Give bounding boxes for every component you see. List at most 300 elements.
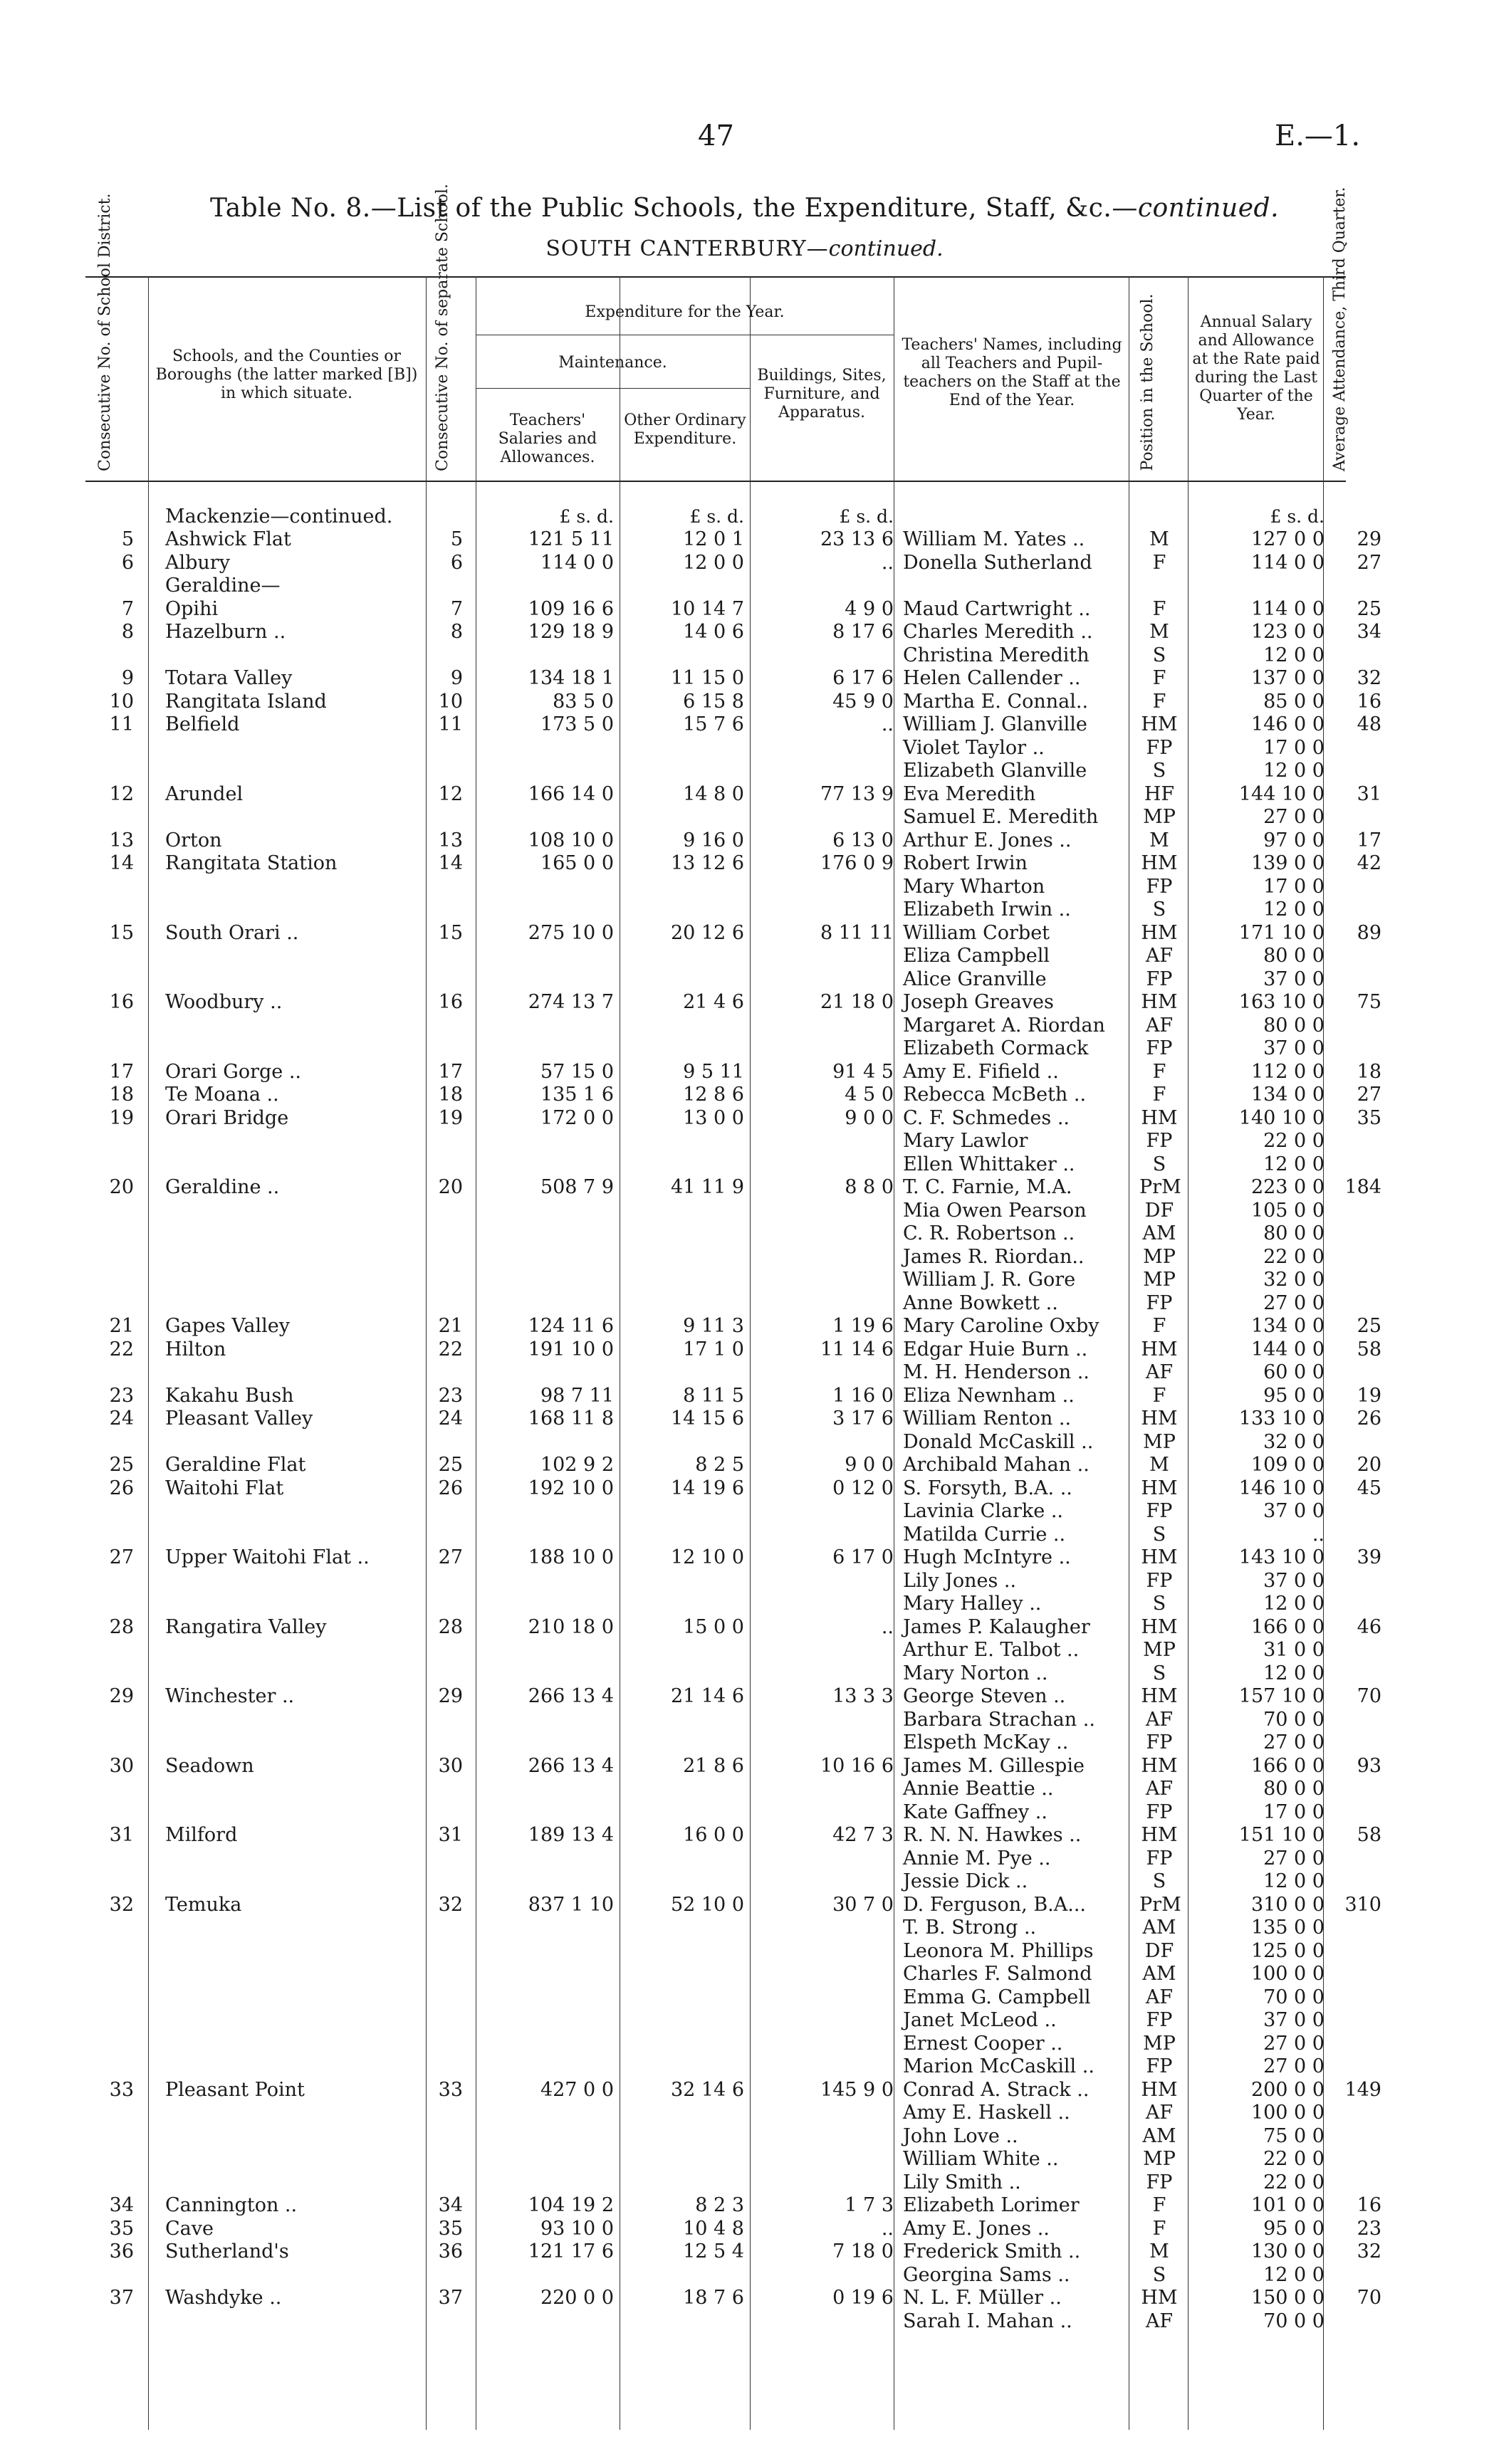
attendance: 27 <box>1357 1084 1381 1106</box>
annual-salary: 123 0 0 <box>1250 621 1325 643</box>
header-buildings: Buildings, Sites, Furniture, and Apparatus. <box>757 367 887 421</box>
teacher-name: Janet McLeod .. <box>903 2009 1057 2031</box>
position: DF <box>1144 1199 1174 1222</box>
table-row <box>0 1222 1489 1245</box>
annual-salary: 95 0 0 <box>1263 1384 1325 1407</box>
table-row <box>0 1685 1489 1708</box>
school-name: Sutherland's <box>165 2240 289 2263</box>
annual-salary: 12 0 0 <box>1263 644 1325 666</box>
teacher-name: Violet Taylor .. <box>903 736 1045 759</box>
teacher-name: Ernest Cooper .. <box>903 2032 1063 2055</box>
table-row <box>0 2287 1489 2310</box>
district-no: 6 <box>121 551 134 574</box>
table-row <box>0 713 1489 736</box>
position: AF <box>1145 1778 1174 1800</box>
district-no: 10 <box>109 690 134 713</box>
annual-salary: 95 0 0 <box>1263 2217 1325 2240</box>
table-row <box>0 806 1489 829</box>
salaries: 275 10 0 <box>528 921 614 944</box>
annual-salary: 27 0 0 <box>1263 1847 1325 1870</box>
teacher-name: Anne Bowkett .. <box>903 1291 1058 1314</box>
buildings: 21 18 0 <box>820 991 894 1013</box>
header-top-rule <box>85 276 1346 278</box>
table-row <box>0 898 1489 921</box>
annual-salary: 31 0 0 <box>1263 1639 1325 1661</box>
other-expenditure: 12 0 1 <box>683 528 744 550</box>
separate-no: 6 <box>450 551 463 574</box>
annual-salary: 27 0 0 <box>1263 806 1325 828</box>
section-title <box>0 236 1489 261</box>
district-no: 30 <box>109 1754 134 1777</box>
teacher-name: D. Ferguson, B.A... <box>903 1893 1087 1916</box>
units-annual: £ s. d. <box>1270 506 1325 527</box>
salaries: 210 18 0 <box>528 1615 614 1638</box>
school-name: Belfield <box>165 713 240 735</box>
school-name: Pleasant Valley <box>165 1407 313 1430</box>
teacher-name: Mary Lawlor <box>903 1130 1028 1152</box>
buildings: 7 18 0 <box>832 2240 894 2263</box>
salaries: 837 1 10 <box>528 1893 614 1916</box>
table-row <box>0 1986 1489 2009</box>
annual-salary: 125 0 0 <box>1250 1939 1325 1962</box>
salaries: 134 18 1 <box>528 667 614 689</box>
table-row <box>0 1015 1489 1037</box>
units-buildings: £ s. d. <box>839 506 894 527</box>
units-salaries: £ s. d. <box>559 506 614 527</box>
school-name: Geraldine— <box>165 575 281 597</box>
attendance: 58 <box>1357 1338 1381 1361</box>
buildings: 6 13 0 <box>832 829 894 851</box>
annual-salary: 151 10 0 <box>1238 1824 1325 1846</box>
other-expenditure: 8 11 5 <box>683 1384 744 1407</box>
salaries: 109 16 6 <box>528 597 614 620</box>
teacher-name: Mary Wharton <box>903 875 1045 898</box>
teacher-name: Ellen Whittaker .. <box>903 1153 1075 1175</box>
teacher-name: Lily Jones .. <box>903 1569 1017 1592</box>
other-expenditure: 32 14 6 <box>670 2078 744 2101</box>
table-row <box>0 1315 1489 1338</box>
position: F <box>1152 690 1166 713</box>
annual-salary: 80 0 0 <box>1263 1222 1325 1244</box>
district-no: 35 <box>109 2217 134 2240</box>
buildings: 8 8 0 <box>845 1176 894 1198</box>
teacher-name: Annie M. Pye .. <box>903 1847 1051 1870</box>
header-schools: Schools, and the Counties or Boroughs (the latter marked [B]) in which situate. <box>155 347 418 402</box>
salaries: 166 14 0 <box>528 782 614 805</box>
table-row <box>0 1176 1489 1199</box>
salaries: 124 11 6 <box>528 1315 614 1337</box>
school-name: Orton <box>165 829 222 851</box>
teacher-name: Maud Cartwright .. <box>903 597 1091 620</box>
table-row <box>0 1778 1489 1800</box>
district-no: 11 <box>109 713 134 735</box>
table-row <box>0 1385 1489 1407</box>
position: F <box>1152 667 1166 689</box>
other-expenditure: 13 0 0 <box>683 1106 744 1129</box>
other-expenditure: 17 1 0 <box>683 1338 744 1361</box>
attendance: 19 <box>1357 1384 1381 1407</box>
annual-salary: 130 0 0 <box>1250 2240 1325 2263</box>
attendance: 184 <box>1344 1176 1381 1198</box>
table-row <box>0 1292 1489 1315</box>
annual-salary: 100 0 0 <box>1250 2102 1325 2124</box>
position: F <box>1152 1315 1166 1337</box>
annual-salary: 70 0 0 <box>1263 2310 1325 2332</box>
separate-no: 30 <box>438 1754 463 1777</box>
attendance: 23 <box>1357 2217 1381 2240</box>
teacher-name: Robert Irwin <box>903 852 1028 874</box>
table-row <box>0 1731 1489 1754</box>
table-row <box>0 691 1489 713</box>
teacher-name: Rebecca McBeth .. <box>903 1084 1087 1106</box>
salaries: 220 0 0 <box>540 2287 614 2309</box>
position: AF <box>1145 945 1174 967</box>
buildings: 6 17 6 <box>832 667 894 689</box>
school-name: Cave <box>165 2217 214 2240</box>
table-title <box>0 194 1489 223</box>
position: M <box>1149 829 1169 851</box>
position: MP <box>1143 1269 1176 1291</box>
school-name: Rangatira Valley <box>165 1615 327 1638</box>
school-name: Rangitata Island <box>165 690 327 713</box>
header-teachers: Teachers' Names, including all Teachers and Pupil-teachers on the Staff at the End of the Year. <box>902 336 1122 409</box>
other-expenditure: 41 11 9 <box>670 1176 744 1198</box>
position: AM <box>1142 2124 1176 2147</box>
teacher-name: Eva Meredith <box>903 782 1036 805</box>
annual-salary: 12 0 0 <box>1263 1153 1325 1175</box>
separate-no: 23 <box>438 1384 463 1407</box>
buildings: 8 17 6 <box>832 621 894 643</box>
buildings: 0 12 0 <box>832 1477 894 1499</box>
position: FP <box>1146 736 1173 759</box>
annual-salary: 37 0 0 <box>1263 1500 1325 1522</box>
buildings: 42 7 3 <box>832 1824 894 1846</box>
attendance: 42 <box>1357 852 1381 874</box>
position: FP <box>1146 1731 1173 1753</box>
annual-salary: 127 0 0 <box>1250 528 1325 550</box>
teacher-name: William J. R. Gore <box>903 1269 1076 1291</box>
other-expenditure: 21 14 6 <box>670 1685 744 1707</box>
annual-salary: 140 10 0 <box>1238 1106 1325 1129</box>
table-row <box>0 2264 1489 2287</box>
attendance: 48 <box>1357 713 1381 735</box>
salaries: 274 13 7 <box>528 991 614 1013</box>
attendance: 27 <box>1357 551 1381 574</box>
attendance: 58 <box>1357 1824 1381 1846</box>
teacher-name: Mary Norton .. <box>903 1662 1048 1684</box>
position: AF <box>1145 1708 1174 1731</box>
school-name: Hazelburn .. <box>165 621 286 643</box>
table-row <box>0 2171 1489 2194</box>
other-expenditure: 8 2 3 <box>695 2194 744 2216</box>
teacher-name: Archibald Mahan .. <box>903 1454 1090 1476</box>
table-row <box>0 1824 1489 1847</box>
position: S <box>1152 1523 1166 1546</box>
group-label: Mackenzie—continued. <box>165 505 393 528</box>
table-row <box>0 2055 1489 2078</box>
separate-no: 36 <box>438 2240 463 2263</box>
teacher-name: N. L. F. Müller .. <box>903 2287 1062 2309</box>
teacher-name: Margaret A. Riordan <box>903 1014 1105 1037</box>
teacher-name: Christina Meredith <box>903 644 1090 666</box>
table-row <box>0 1709 1489 1731</box>
teacher-name: Kate Gaffney .. <box>903 1800 1047 1823</box>
position: PrM <box>1139 1176 1181 1198</box>
teacher-name: Elspeth McKay .. <box>903 1731 1069 1753</box>
table-row <box>0 1037 1489 1060</box>
annual-salary: 12 0 0 <box>1263 1593 1325 1615</box>
buildings: .. <box>881 2217 894 2240</box>
position: M <box>1149 2240 1169 2263</box>
buildings: .. <box>881 1615 894 1638</box>
position: HM <box>1141 2287 1178 2309</box>
salaries: 188 10 0 <box>528 1546 614 1568</box>
position: MP <box>1143 2032 1176 2055</box>
school-name: Temuka <box>165 1893 242 1916</box>
salaries: 168 11 8 <box>528 1407 614 1430</box>
other-expenditure: 12 0 0 <box>683 551 744 574</box>
district-no: 9 <box>121 667 134 689</box>
district-no: 34 <box>109 2194 134 2216</box>
district-no: 12 <box>109 782 134 805</box>
position: S <box>1152 2263 1166 2286</box>
salaries: 83 5 0 <box>553 690 614 713</box>
section-title-cont: continued. <box>828 236 944 261</box>
teacher-name: John Love .. <box>903 2124 1018 2147</box>
other-expenditure: 13 12 6 <box>670 852 744 874</box>
position: HM <box>1141 852 1178 874</box>
school-name: Albury <box>165 551 230 574</box>
annual-salary: 135 0 0 <box>1250 1917 1325 1939</box>
position: FP <box>1146 968 1173 990</box>
position: DF <box>1144 1939 1174 1962</box>
table-row <box>0 1616 1489 1639</box>
position: AF <box>1145 2102 1174 2124</box>
other-expenditure: 14 0 6 <box>683 621 744 643</box>
other-expenditure: 12 5 4 <box>683 2240 744 2263</box>
other-expenditure: 14 8 0 <box>683 782 744 805</box>
school-name: Opihi <box>165 597 219 620</box>
position: MP <box>1143 1639 1176 1661</box>
school-name: South Orari .. <box>165 921 299 944</box>
district-no: 15 <box>109 921 134 944</box>
teacher-name: C. R. Robertson .. <box>903 1222 1075 1244</box>
teacher-name: James M. Gillespie <box>903 1754 1085 1777</box>
annual-salary: .. <box>1312 1523 1325 1546</box>
buildings: 3 17 6 <box>832 1407 894 1430</box>
school-name: Woodbury .. <box>165 991 283 1013</box>
other-expenditure: 6 15 8 <box>683 690 744 713</box>
salaries: 121 5 11 <box>528 528 614 550</box>
school-name: Pleasant Point <box>165 2078 305 2101</box>
annual-salary: 109 0 0 <box>1250 1454 1325 1476</box>
other-expenditure: 15 7 6 <box>683 713 744 735</box>
attendance: 70 <box>1357 2287 1381 2309</box>
teacher-name: T. C. Farnie, M.A. <box>903 1176 1072 1198</box>
buildings: 23 13 6 <box>820 528 894 550</box>
separate-no: 21 <box>438 1315 463 1337</box>
table-row <box>0 528 1489 551</box>
annual-salary: 17 0 0 <box>1263 1800 1325 1823</box>
annual-salary: 146 0 0 <box>1250 713 1325 735</box>
table-row <box>0 1130 1489 1153</box>
school-name: Totara Valley <box>165 667 293 689</box>
attendance: 20 <box>1357 1454 1381 1476</box>
district-no: 32 <box>109 1893 134 1916</box>
annual-salary: 32 0 0 <box>1263 1430 1325 1453</box>
position: FP <box>1146 1037 1173 1059</box>
separate-no: 32 <box>438 1893 463 1916</box>
teacher-name: Amy E. Haskell .. <box>903 2102 1070 2124</box>
attendance: 75 <box>1357 991 1381 1013</box>
district-no: 13 <box>109 829 134 851</box>
district-no: 17 <box>109 1060 134 1083</box>
position: F <box>1152 1384 1166 1407</box>
separate-no: 37 <box>438 2287 463 2309</box>
annual-salary: 146 10 0 <box>1238 1477 1325 1499</box>
other-expenditure: 9 16 0 <box>683 829 744 851</box>
teacher-name: C. F. Schmedes .. <box>903 1106 1070 1129</box>
position: FP <box>1146 1800 1173 1823</box>
table-row <box>0 783 1489 806</box>
table-row <box>0 760 1489 782</box>
attendance: 29 <box>1357 528 1381 550</box>
teacher-name: Donella Sutherland <box>903 551 1092 574</box>
teacher-name: William Corbet <box>903 921 1050 944</box>
annual-salary: 75 0 0 <box>1263 2124 1325 2147</box>
other-expenditure: 16 0 0 <box>683 1824 744 1846</box>
other-expenditure: 52 10 0 <box>670 1893 744 1916</box>
maintenance-rule <box>476 388 750 389</box>
position: PrM <box>1139 1893 1181 1916</box>
separate-no: 5 <box>450 528 463 550</box>
buildings: 30 7 0 <box>832 1893 894 1916</box>
position: F <box>1152 1060 1166 1083</box>
school-name: Hilton <box>165 1338 226 1361</box>
table-row <box>0 2125 1489 2148</box>
other-expenditure: 11 15 0 <box>670 667 744 689</box>
table-row <box>0 1153 1489 1176</box>
separate-no: 15 <box>438 921 463 944</box>
teacher-name: George Steven .. <box>903 1685 1066 1707</box>
position: AF <box>1145 1361 1174 1383</box>
position: HM <box>1141 1338 1178 1361</box>
header-expenditure: Expenditure for the Year. <box>585 303 785 321</box>
salaries: 121 17 6 <box>528 2240 614 2263</box>
position: MP <box>1143 1430 1176 1453</box>
school-name: Gapes Valley <box>165 1315 290 1337</box>
separate-no: 29 <box>438 1685 463 1707</box>
buildings: .. <box>881 551 894 574</box>
separate-no: 9 <box>450 667 463 689</box>
separate-no: 34 <box>438 2194 463 2216</box>
attendance: 89 <box>1357 921 1381 944</box>
table-row <box>0 2148 1489 2171</box>
annual-salary: 101 0 0 <box>1250 2194 1325 2216</box>
annual-salary: 22 0 0 <box>1263 1245 1325 1268</box>
school-name: Te Moana .. <box>165 1084 279 1106</box>
page-code: E.—1. <box>1275 120 1361 152</box>
teacher-name: M. H. Henderson .. <box>903 1361 1090 1383</box>
teacher-name: Mary Caroline Oxby <box>903 1315 1099 1337</box>
other-expenditure: 18 7 6 <box>683 2287 744 2309</box>
salaries: 173 5 0 <box>540 713 614 735</box>
table-row <box>0 2240 1489 2263</box>
header-other: Other Ordinary Expenditure. <box>624 411 746 448</box>
position: F <box>1152 597 1166 620</box>
salaries: 57 15 0 <box>540 1060 614 1083</box>
table-row <box>0 1570 1489 1593</box>
annual-salary: 12 0 0 <box>1263 2263 1325 2286</box>
other-expenditure: 14 19 6 <box>670 1477 744 1499</box>
table-row <box>0 1917 1489 1939</box>
annual-salary: 17 0 0 <box>1263 736 1325 759</box>
salaries: 191 10 0 <box>528 1338 614 1361</box>
teacher-name: Samuel E. Meredith <box>903 806 1099 828</box>
teacher-name: R. N. N. Hawkes .. <box>903 1824 1082 1846</box>
annual-salary: 97 0 0 <box>1263 829 1325 851</box>
teacher-name: Lily Smith .. <box>903 2171 1021 2193</box>
table-row <box>0 1847 1489 1870</box>
teacher-name: Barbara Strachan .. <box>903 1708 1095 1731</box>
header-maintenance: Maintenance. <box>558 354 667 372</box>
buildings: 4 9 0 <box>845 597 894 620</box>
position: M <box>1149 1454 1169 1476</box>
annual-salary: 27 0 0 <box>1263 2055 1325 2077</box>
teacher-name: William White .. <box>903 2148 1059 2170</box>
table-row <box>0 945 1489 968</box>
annual-salary: 12 0 0 <box>1263 760 1325 782</box>
salaries: 93 10 0 <box>540 2217 614 2240</box>
school-name: Orari Gorge .. <box>165 1060 302 1083</box>
buildings: 11 14 6 <box>820 1338 894 1361</box>
table-row <box>0 1546 1489 1569</box>
separate-no: 13 <box>438 829 463 851</box>
salaries: 102 9 2 <box>540 1454 614 1476</box>
header-position: Position in the School. <box>1139 293 1156 471</box>
salaries: 129 18 9 <box>528 621 614 643</box>
table-row <box>0 1407 1489 1430</box>
attendance: 45 <box>1357 1477 1381 1499</box>
school-name: Kakahu Bush <box>165 1384 294 1407</box>
attendance: 17 <box>1357 829 1381 851</box>
salaries: 114 0 0 <box>540 551 614 574</box>
teacher-name: Leonora M. Phillips <box>903 1939 1094 1962</box>
units-other: £ s. d. <box>689 506 744 527</box>
separate-no: 10 <box>438 690 463 713</box>
annual-salary: 114 0 0 <box>1250 551 1325 574</box>
annual-salary: 80 0 0 <box>1263 945 1325 967</box>
annual-salary: 114 0 0 <box>1250 597 1325 620</box>
teacher-name: Georgina Sams .. <box>903 2263 1070 2286</box>
table-row <box>0 829 1489 852</box>
other-expenditure: 15 0 0 <box>683 1615 744 1638</box>
teacher-name: Helen Callender .. <box>903 667 1081 689</box>
position: F <box>1152 2194 1166 2216</box>
position: HM <box>1141 1106 1178 1129</box>
separate-no: 27 <box>438 1546 463 1568</box>
separate-no: 24 <box>438 1407 463 1430</box>
district-no: 20 <box>109 1176 134 1198</box>
district-no: 19 <box>109 1106 134 1129</box>
header-attendance: Average Attendance, Third Quarter. <box>1331 187 1349 471</box>
teacher-name: Hugh McIntyre .. <box>903 1546 1071 1568</box>
position: FP <box>1146 875 1173 898</box>
position: F <box>1152 551 1166 574</box>
annual-salary: 144 10 0 <box>1238 782 1325 805</box>
section-title-main: SOUTH CANTERBURY— <box>545 236 829 261</box>
teacher-name: Arthur E. Talbot .. <box>903 1639 1080 1661</box>
